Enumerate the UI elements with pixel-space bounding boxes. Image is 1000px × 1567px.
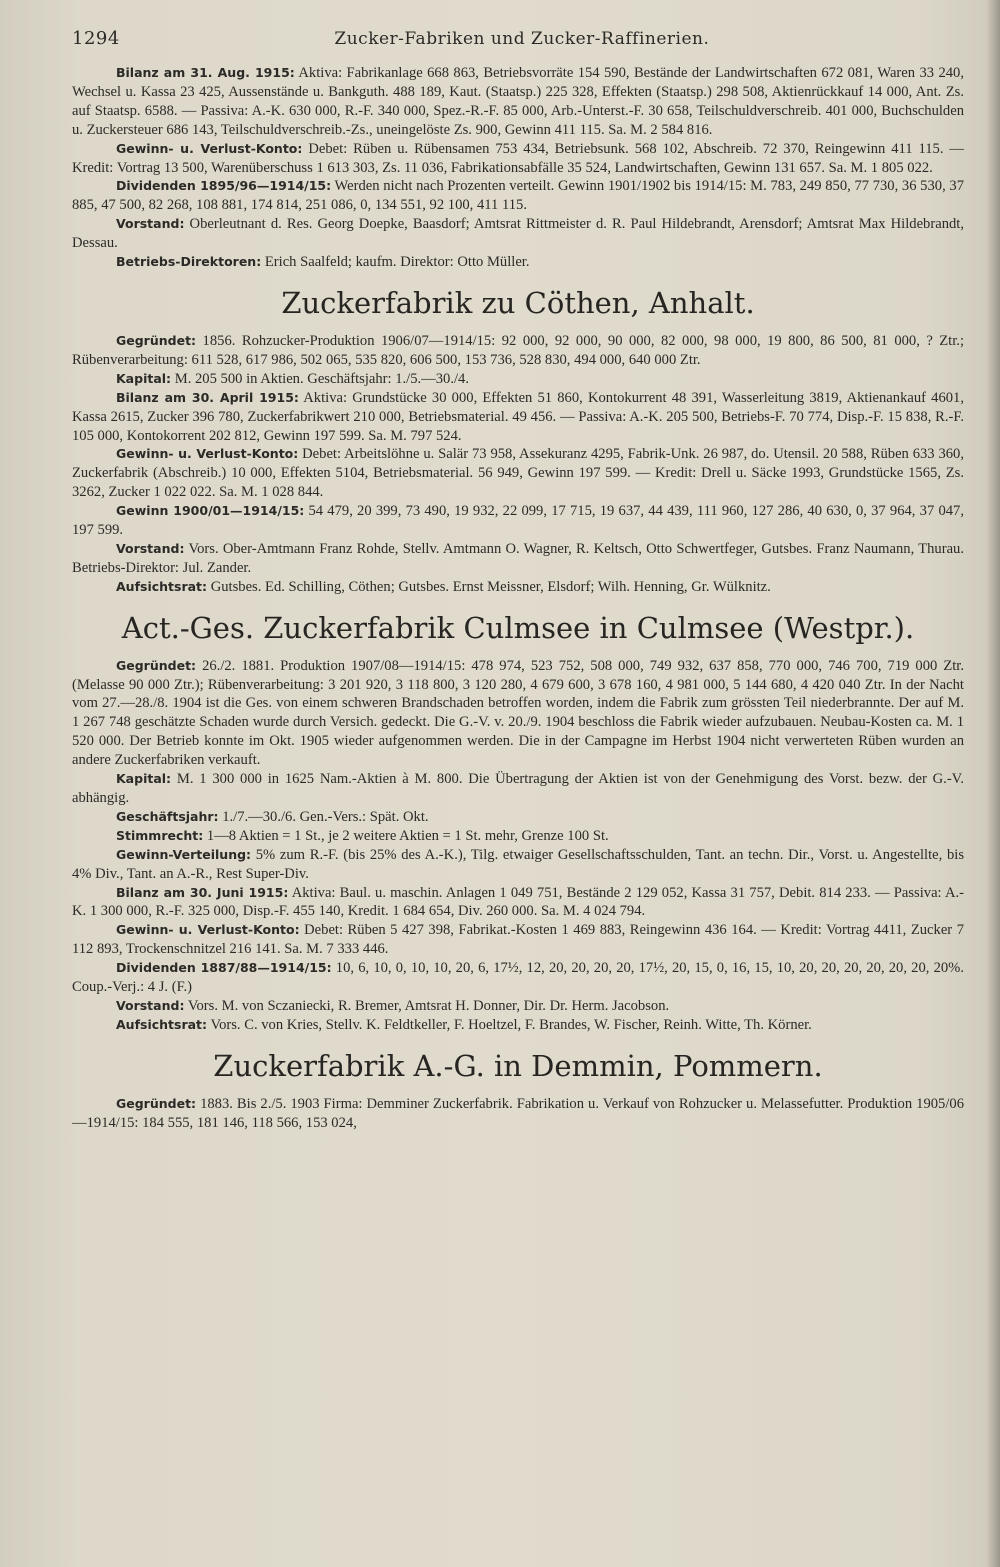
- entry-paragraph: [72, 64, 964, 140]
- entry-lead: Vorstand:: [116, 540, 185, 556]
- running-title: Zucker-Fabriken und Zucker-Raffinerien.: [334, 29, 710, 49]
- entry-text: M. 205 500 in Aktien. Geschäftsjahr: 1./5.—30./4.: [174, 370, 469, 387]
- entry-text: Werden nicht nach Prozenten verteilt. Gewinn 1901/1902 bis 1914/15: M. 783, 249 850, 77 730, 36 530, 37 885, 47 500, 82 268, 108 881, 174 814, 251 086, 0, 134 551, 92 100, 411 115.: [72, 178, 964, 214]
- entry-text: Aktiva: Baul. u. maschin. Anlagen 1 049 751, Bestände 2 129 052, Kassa 31 757, Debit. 814 233. — Passiva: A.-K. 1 300 000, R.-F. 325 000, Disp.-F. 455 140, Kredit. 1 684 654, Div. 260 000. Sa. M. 4 024 794.: [72, 884, 965, 920]
- entry-lead: Stimmrecht:: [116, 827, 204, 843]
- entry-text: 5% zum R.-F. (bis 25% des A.-K.), Tilg. etwaiger Gesellschaftsschulden, Tant. an techn. Dir., Vorst. u. Angestellte, bis 4% Div., Tant. an A.-R., Rest Super-Div.: [72, 846, 965, 882]
- entry-lead: Gegründet:: [116, 657, 197, 673]
- entry-text: Debet: Arbeitslöhne u. Salär 73 958, Assekuranz 4295, Fabrik-Unk. 26 987, do. Utensil. 20 588, Rüben 633 360, Zuckerfabrik (Abschreib.) 10 000, Effekten 5104, Betriebsmaterial. 56 949, Gewinn 197 599. — Kredit: Drell u. Säcke 1993, Grundstücke 1565, Zs. 3262, Zucker 1 022 022. Sa. M. 1 028 844.: [72, 446, 965, 501]
- entry-text: Aktiva: Fabrikanlage 668 863, Betriebsvorräte 154 590, Bestände der Landwirtschaften 672 081, Waren 33 240, Wechsel u. Kassa 23 425, Aussenstände u. Bankguth. 488 189, Kaut. (Staatsp.) 225 328, Effekten (Staatsp.) 298 508, Aktienrückkauf 14 000, Ant. Zs. auf Staatsp. 6588. — Passiva: A.-K. 630 000, R.-F. 340 000, Spez.-R.-F. 85 000, Arb.-Unterst.-F. 30 658, Teilschuldverschreib. 401 000, Buchschulden u. Zuckersteuer 686 143, Teilschuldverschreib.-Zs., uneingelöste Zs. 900, Gewinn 411 115. Sa. M. 2 584 816.: [72, 65, 964, 138]
- entry-text: 26./2. 1881. Produktion 1907/08—1914/15: 478 974, 523 752, 508 000, 749 932, 637 858, 770 000, 746 700, 719 000 Ztr. (Melasse 90 000 Ztr.); Rübenverarbeitung: 3 201 920, 3 118 800, 3 120 280, 4 679 600, 3 678 160, 4 981 000, 5 144 680, 4 420 040 Ztr. In der Nacht vom 27.—28./8. 1904 ist die Ges. von einem schweren Brandschaden betroffen worden, indem die Fabrik zum grössten Teil niederbrannte. Der auf M. 1 267 748 geschätzte Schaden wurde durch Versich. gedeckt. Die G.-V. v. 20./9. 1904 beschloss die Fabrik wieder aufzubauen. Neubau-Kosten ca. M. 1 520 000. Der Betrieb konnte im Okt. 1905 wieder aufgenommen werden. Die in der Campagne im Herbst 1904 nicht verwerteten Rüben wurden an andere Zuckerfabriken verkauft.: [72, 657, 964, 769]
- entry-paragraph: [72, 846, 964, 884]
- entry-paragraph: [72, 921, 964, 959]
- entry-lead: Aufsichtsrat:: [116, 578, 208, 594]
- entry-paragraph: [72, 215, 964, 253]
- entry-paragraph: [72, 502, 964, 540]
- page-edge-shadow: [986, 0, 1000, 1567]
- entry-lead: Gewinn-Verteilung:: [116, 846, 252, 862]
- page-content: [72, 28, 964, 1137]
- entry-lead: Gewinn- u. Verlust-Konto:: [116, 922, 300, 938]
- entry-lead: Aufsichtsrat:: [116, 1016, 208, 1032]
- company-section: [72, 64, 964, 272]
- entry-paragraph: [72, 808, 964, 827]
- company-title: Zuckerfabrik A.-G. in Demmin, Pommern.: [213, 1048, 823, 1083]
- entry-paragraph: [72, 578, 964, 597]
- entry-text: Gutsbes. Ed. Schilling, Cöthen; Gutsbes. Ernst Meissner, Elsdorf; Wilh. Henning, Gr. Wülknitz.: [210, 578, 771, 595]
- entry-text: Erich Saalfeld; kaufm. Direktor: Otto Müller.: [264, 254, 530, 271]
- entry-paragraph: [72, 389, 964, 446]
- entry-lead: Gewinn 1900/01—1914/15:: [116, 503, 305, 519]
- entry-paragraph: [72, 827, 964, 846]
- entry-paragraph: [72, 253, 964, 272]
- entry-paragraph: [72, 884, 964, 922]
- entry-lead: Vorstand:: [116, 216, 185, 232]
- entry-paragraph: [72, 657, 964, 770]
- entry-paragraph: [72, 997, 964, 1016]
- entry-text: Vors. M. von Sczaniecki, R. Bremer, Amtsrat H. Donner, Dir. Dr. Herm. Jacobson.: [187, 997, 670, 1014]
- entry-lead: Bilanz am 30. April 1915:: [116, 389, 299, 405]
- entry-lead: Gewinn- u. Verlust-Konto:: [116, 140, 303, 156]
- entry-text: 1883. Bis 2./5. 1903 Firma: Demminer Zuckerfabrik. Fabrikation u. Verkauf von Rohzucker u. Melassefutter. Produktion 1905/06—1914/15: 184 555, 181 146, 118 566, 153 024,: [72, 1095, 964, 1131]
- entry-lead: Gegründet:: [116, 1095, 197, 1111]
- entry-paragraph: [72, 1016, 964, 1035]
- entry-lead: Betriebs-Direktoren:: [116, 254, 262, 270]
- entry-paragraph: [72, 332, 964, 370]
- entry-text: M. 1 300 000 in 1625 Nam.-Aktien à M. 800. Die Übertragung der Aktien ist von der Genehmigung des Vorst. bezw. der G.-V. abhängig.: [72, 771, 964, 806]
- entry-lead: Geschäftsjahr:: [116, 808, 219, 824]
- company-section: [72, 286, 964, 597]
- company-title: Zuckerfabrik zu Cöthen, Anhalt.: [281, 285, 755, 320]
- entry-text: 54 479, 20 399, 73 490, 19 932, 22 099, 17 715, 19 637, 44 439, 111 960, 127 286, 40 630, 0, 37 964, 37 047, 197 599.: [72, 503, 964, 539]
- entry-text: Oberleutnant d. Res. Georg Doepke, Baasdorf; Amtsrat Rittmeister d. R. Paul Hildebrandt, Arensdorf; Amtsrat Max Hildebrandt, Dessau.: [72, 216, 964, 252]
- entry-lead: Vorstand:: [116, 997, 185, 1013]
- page-number: 1294: [72, 28, 120, 49]
- entry-paragraph: [72, 1095, 964, 1133]
- entry-lead: Bilanz am 30. Juni 1915:: [116, 884, 289, 900]
- entry-text: 1856. Rohzucker-Produktion 1906/07—1914/15: 92 000, 92 000, 90 000, 82 000, 98 000, 19 800, 86 500, 81 000, ? Ztr.; Rübenverarbeitung: 611 528, 617 986, 502 065, 535 820, 606 500, 153 736, 528 830, 494 000, 640 000 Ztr.: [72, 332, 964, 368]
- entry-text: Aktiva: Grundstücke 30 000, Effekten 51 860, Kontokurrent 48 391, Wasserleitung 3819, Aktienankauf 4601, Kassa 2615, Zucker 396 780, Zuckerfabrikwert 210 000, Betriebsmaterial. 49 456. — Passiva: A.-K. 205 500, Betriebs-F. 70 774, Disp.-F. 15 838, R.-F. 105 000, Kontokorrent 202 812, Gewinn 197 599. Sa. M. 797 524.: [72, 389, 964, 444]
- entry-text: Vors. Ober-Amtmann Franz Rohde, Stellv. Amtmann O. Wagner, R. Keltsch, Otto Schwertfeger, Gutsbes. Franz Naumann, Thurau. Betriebs-Direktor: Jul. Zander.: [72, 540, 965, 576]
- entry-lead: Dividenden 1887/88—1914/15:: [116, 960, 332, 976]
- page-header: [72, 28, 964, 64]
- entry-lead: Kapital:: [116, 370, 172, 386]
- entry-paragraph: [72, 140, 964, 178]
- entry-paragraph: [72, 445, 964, 502]
- entry-text: 1./7.—30./6. Gen.-Vers.: Spät. Okt.: [222, 808, 429, 825]
- entry-lead: Gegründet:: [116, 332, 197, 348]
- sections-container: [72, 64, 964, 1133]
- entry-paragraph: [72, 540, 964, 578]
- entry-paragraph: [72, 370, 964, 389]
- entry-text: Debet: Rüben u. Rübensamen 753 434, Betriebsunk. 568 102, Abschreib. 72 370, Reingewinn 411 115. — Kredit: Vortrag 13 500, Warenüberschuss 1 613 303, Zs. 11 036, Fabrikationsabfälle 35 524, Landwirtschaften, Gewinn 131 657. Sa. M. 1 805 022.: [72, 140, 965, 176]
- entry-text: 10, 6, 10, 0, 10, 10, 20, 6, 17½, 12, 20, 20, 20, 20, 17½, 20, 15, 0, 16, 15, 10, 20, 20, 20, 20, 20, 20, 20%. Coup.-Verj.: 4 J. (F.): [72, 960, 964, 996]
- company-section: [72, 1049, 964, 1133]
- company-title: Act.-Ges. Zuckerfabrik Culmsee in Culmsee (Westpr.).: [121, 610, 915, 645]
- entry-lead: Dividenden 1895/96—1914/15:: [116, 178, 332, 194]
- entry-lead: Kapital:: [116, 771, 172, 787]
- entry-paragraph: [72, 177, 964, 215]
- entry-text: Vors. C. von Kries, Stellv. K. Feldtkeller, F. Hoeltzel, F. Brandes, W. Fischer, Reinh. Witte, Th. Körner.: [210, 1016, 812, 1033]
- entry-lead: Bilanz am 31. Aug. 1915:: [116, 65, 295, 80]
- entry-lead: Gewinn- u. Verlust-Konto:: [116, 446, 299, 462]
- entry-text: Debet: Rüben 5 427 398, Fabrikat.-Kosten 1 469 883, Reingewinn 436 164. — Kredit: Vortrag 4411, Zucker 7 112 893, Trockenschnitzel 216 141. Sa. M. 7 333 446.: [72, 922, 964, 958]
- entry-text: 1—8 Aktien = 1 St., je 2 weitere Aktien = 1 St. mehr, Grenze 100 St.: [206, 827, 609, 844]
- entry-paragraph: [72, 770, 964, 808]
- entry-paragraph: [72, 959, 964, 997]
- company-section: [72, 611, 964, 1035]
